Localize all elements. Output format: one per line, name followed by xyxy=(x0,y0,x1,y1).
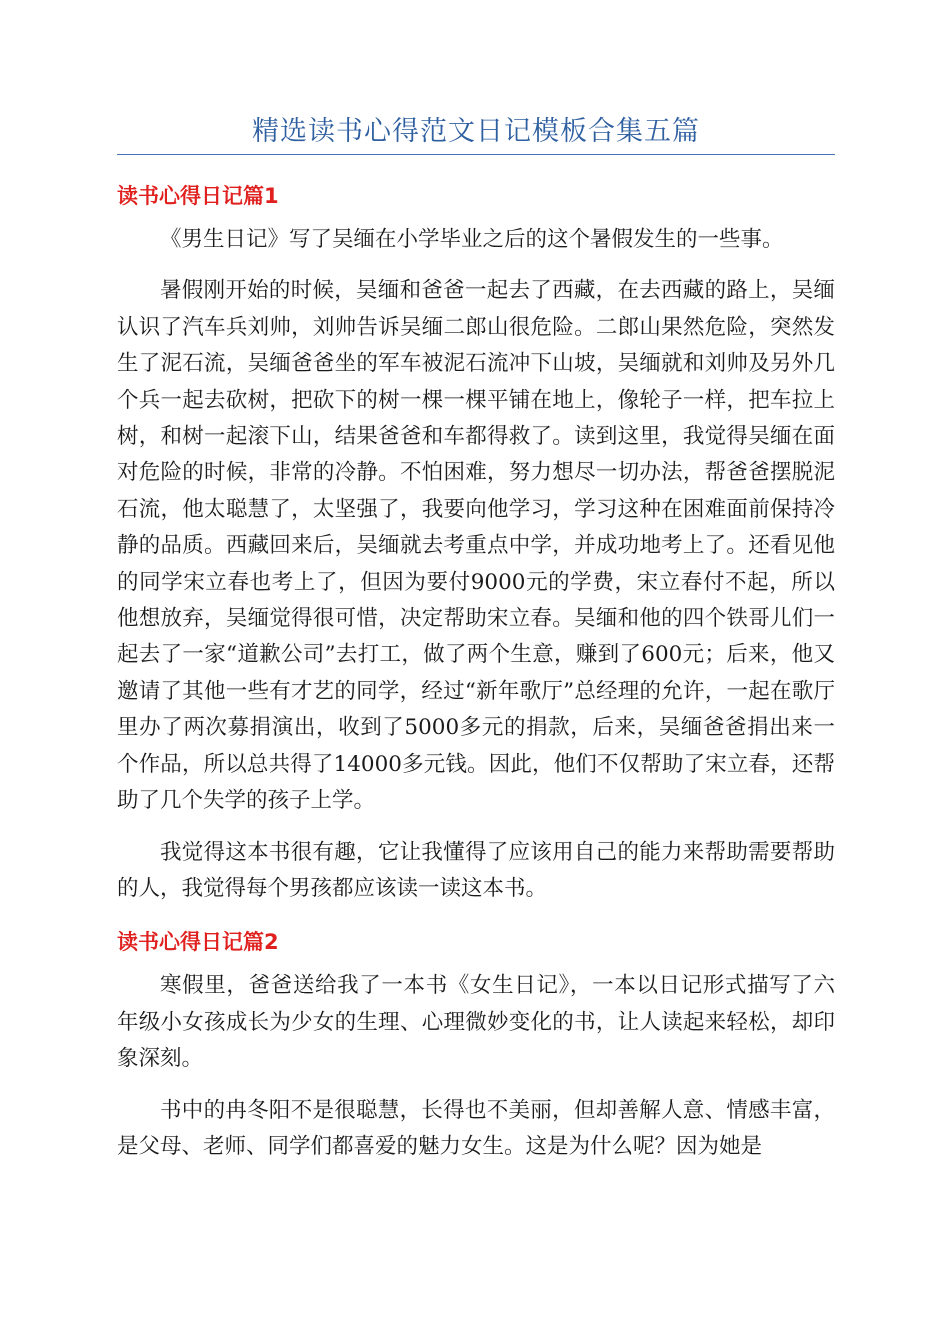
paragraph: 寒假里，爸爸送给我了一本书《女生日记》，一本以日记形式描写了六年级小女孩成长为少女的生理、心理微妙变化的书，让人读起来轻松，却印象深刻。 xyxy=(117,973,835,1072)
paragraph: 书中的冉冬阳不是很聪慧，长得也不美丽，但却善解人意、情感丰富，是父母、老师、同学们都喜爱的魅力女生。这是为什么呢？因为她是 xyxy=(117,1097,835,1159)
diary-section-1 xyxy=(117,176,835,907)
diary-section-2 xyxy=(117,922,835,1165)
paragraph: 我觉得这本书很有趣，它让我懂得了应该用自己的能力来帮助需要帮助的人，我觉得每个男孩都应该读一读这本书。 xyxy=(117,839,835,901)
title-underline xyxy=(117,154,835,155)
document-title: 精选读书心得范文日记模板合集五篇 xyxy=(252,116,700,147)
paragraph: 《男生日记》写了吴缅在小学毕业之后的这个暑假发生的一些事。 xyxy=(160,227,784,252)
section-heading: 读书心得日记篇2 xyxy=(117,930,279,955)
paragraph: 暑假刚开始的时候，吴缅和爸爸一起去了西藏，在去西藏的路上，吴缅认识了汽车兵刘帅，刘帅告诉吴缅二郎山很危险。二郎山果然危险，突然发生了泥石流，吴缅爸爸坐的军车被泥石流冲下山坡，吴缅就和刘帅及另外几个兵一起去砍树，把砍下的树一棵一棵平铺在地上，像轮子一样，把车拉上树，和树一起滚下山，结果爸爸和车都得救了。读到这里，我觉得吴缅在面对危险的时候，非常的冷静。不怕困难，努力想尽一切办法，帮爸爸摆脱泥石流，他太聪慧了，太坚强了，我要向他学习，学习这种在困难面前保持冷静的品质。西藏回来后，吴缅就去考重点中学，并成功地考上了。还看见他的同学宋立春也考上了，但因为要付9000元的学费，宋立春付不起，所以他想放弃，吴缅觉得很可惜，决定帮助宋立春。吴缅和他的四个铁哥儿们一起去了一家“道歉公司”去打工，做了两个生意，赚到了600元；后来，他又邀请了其他一些有才艺的同学，经过“新年歌厅”总经理的允许，一起在歌厅里办了两次募捐演出，收到了5000多元的捐款，后来，吴缅爸爸捐出来一个作品，所以总共得了14000多元钱。因此，他们不仅帮助了宋立春，还帮助了几个失学的孩子上学。 xyxy=(117,278,835,814)
section-heading: 读书心得日记篇1 xyxy=(117,184,279,208)
document-body xyxy=(117,176,835,1180)
